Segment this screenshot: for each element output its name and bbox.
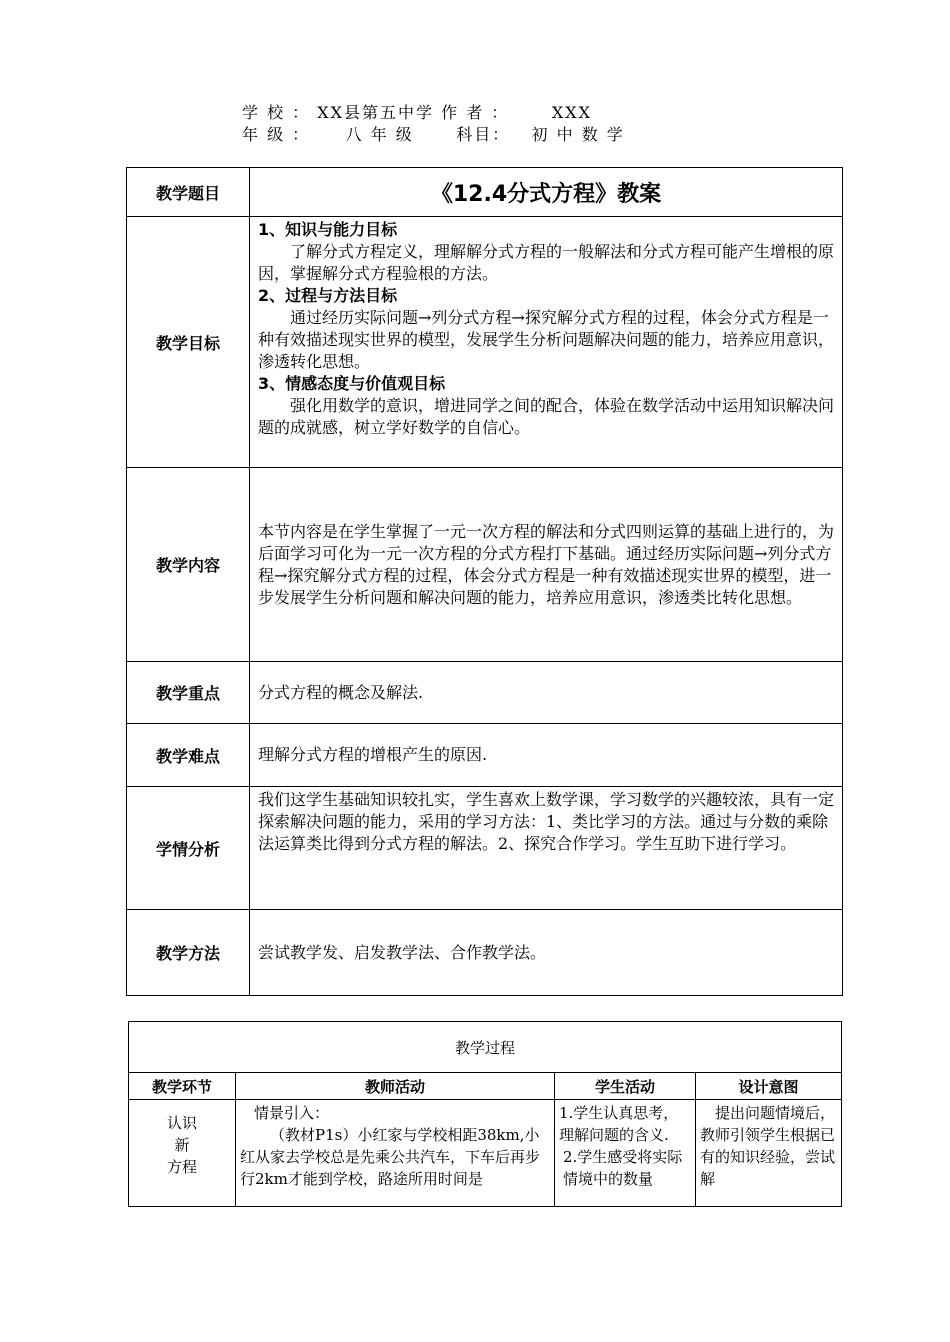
key-text: 分式方程的概念及解法. — [250, 662, 843, 724]
difficulty-row — [127, 724, 843, 787]
goal-1-text: 了解分式方程定义，理解解分式方程的一般解法和分式方程可能产生增根的原因，掌握解分式方程验根的方法。 — [258, 242, 835, 283]
method-label: 教学方法 — [127, 910, 250, 996]
goal-1-heading: 1、知识与能力目标 — [258, 220, 398, 239]
header-intent: 设计意图 — [696, 1073, 842, 1100]
student-activity-1: 1.学生认真思考， 理解问题的含义. — [559, 1104, 679, 1144]
analysis-label: 学情分析 — [127, 787, 250, 910]
title-label: 教学题目 — [127, 168, 250, 217]
goals-content — [250, 217, 843, 468]
lesson-title: 《12.4分式方程》教案 — [250, 168, 843, 217]
teaching-process-table — [128, 1021, 842, 1207]
design-intent-cell: 提出问题情境后，教师引领学生根据已有的知识经验，尝试解 — [696, 1100, 842, 1207]
process-header-row — [129, 1073, 842, 1100]
teacher-intro: 情景引入： — [254, 1104, 330, 1122]
goal-3-text: 强化用数学的意识，增进同学之间的配合，体验在数学活动中运用知识解决问题的成就感，树立学好数学的自信心。 — [258, 396, 835, 437]
content-row — [127, 468, 843, 662]
difficulty-label: 教学难点 — [127, 724, 250, 787]
header-school-author: 学 校 ： XX县第五中学 作 者 ： XXX — [242, 103, 592, 122]
process-row — [129, 1100, 842, 1207]
analysis-row — [127, 787, 843, 910]
teacher-text: （教材P1s）小红家与学校相距38km,小红从家去学校总是先乘公共汽车，下车后再步行2km才能到学校，路途所用时间是 — [240, 1126, 541, 1188]
teacher-activity-cell — [236, 1100, 555, 1207]
content-text: 本节内容是在学生掌握了一元一次方程的解法和分式四则运算的基础上进行的，为后面学习可化为一元一次方程的分式方程打下基础。通过经历实际问题→列分式方程→探究解分式方程的过程，体会分式方程是一种有效描述现实世界的模型，进一步发展学生分析问题和解决问题的能力，培养应用意识，渗透类比转化思想。 — [250, 468, 843, 662]
stage-cell: 认识 新 方程 — [129, 1100, 236, 1207]
goal-2-heading: 2、过程与方法目标 — [258, 286, 398, 305]
student-activity-2: 2.学生感受将实际情境中的数量 — [563, 1148, 683, 1188]
process-caption: 教学过程 — [129, 1022, 842, 1073]
header-stage: 教学环节 — [129, 1073, 236, 1100]
student-activity-cell — [555, 1100, 696, 1207]
difficulty-text: 理解分式方程的增根产生的原因. — [250, 724, 843, 787]
content-label: 教学内容 — [127, 468, 250, 662]
goal-2-text: 通过经历实际问题→列分式方程→探究解分式方程的过程，体会分式方程是一种有效描述现实世界的模型，发展学生分析问题解决问题的能力，培养应用意识，渗透转化思想。 — [258, 308, 835, 371]
header-grade-subject: 年 级 ： 八 年 级 科目： 初 中 数 学 — [242, 125, 625, 144]
process-caption-row — [129, 1022, 842, 1073]
goals-label: 教学目标 — [127, 217, 250, 468]
analysis-text: 我们这学生基础知识较扎实，学生喜欢上数学课，学习数学的兴趣较浓，具有一定探索解决问题的能力，采用的学习方法：1、类比学习的方法。通过与分数的乘除法运算类比得到分式方程的解法。2、探究合作学习。学生互助下进行学习。 — [250, 787, 843, 910]
key-label: 教学重点 — [127, 662, 250, 724]
lesson-plan-table — [126, 167, 843, 996]
header-student: 学生活动 — [555, 1073, 696, 1100]
key-row — [127, 662, 843, 724]
goal-3-heading: 3、情感态度与价值观目标 — [258, 374, 446, 393]
method-text: 尝试教学发、启发教学法、合作教学法。 — [250, 910, 843, 996]
title-row — [127, 168, 843, 217]
goals-row — [127, 217, 843, 468]
method-row — [127, 910, 843, 996]
header-teacher: 教师活动 — [236, 1073, 555, 1100]
